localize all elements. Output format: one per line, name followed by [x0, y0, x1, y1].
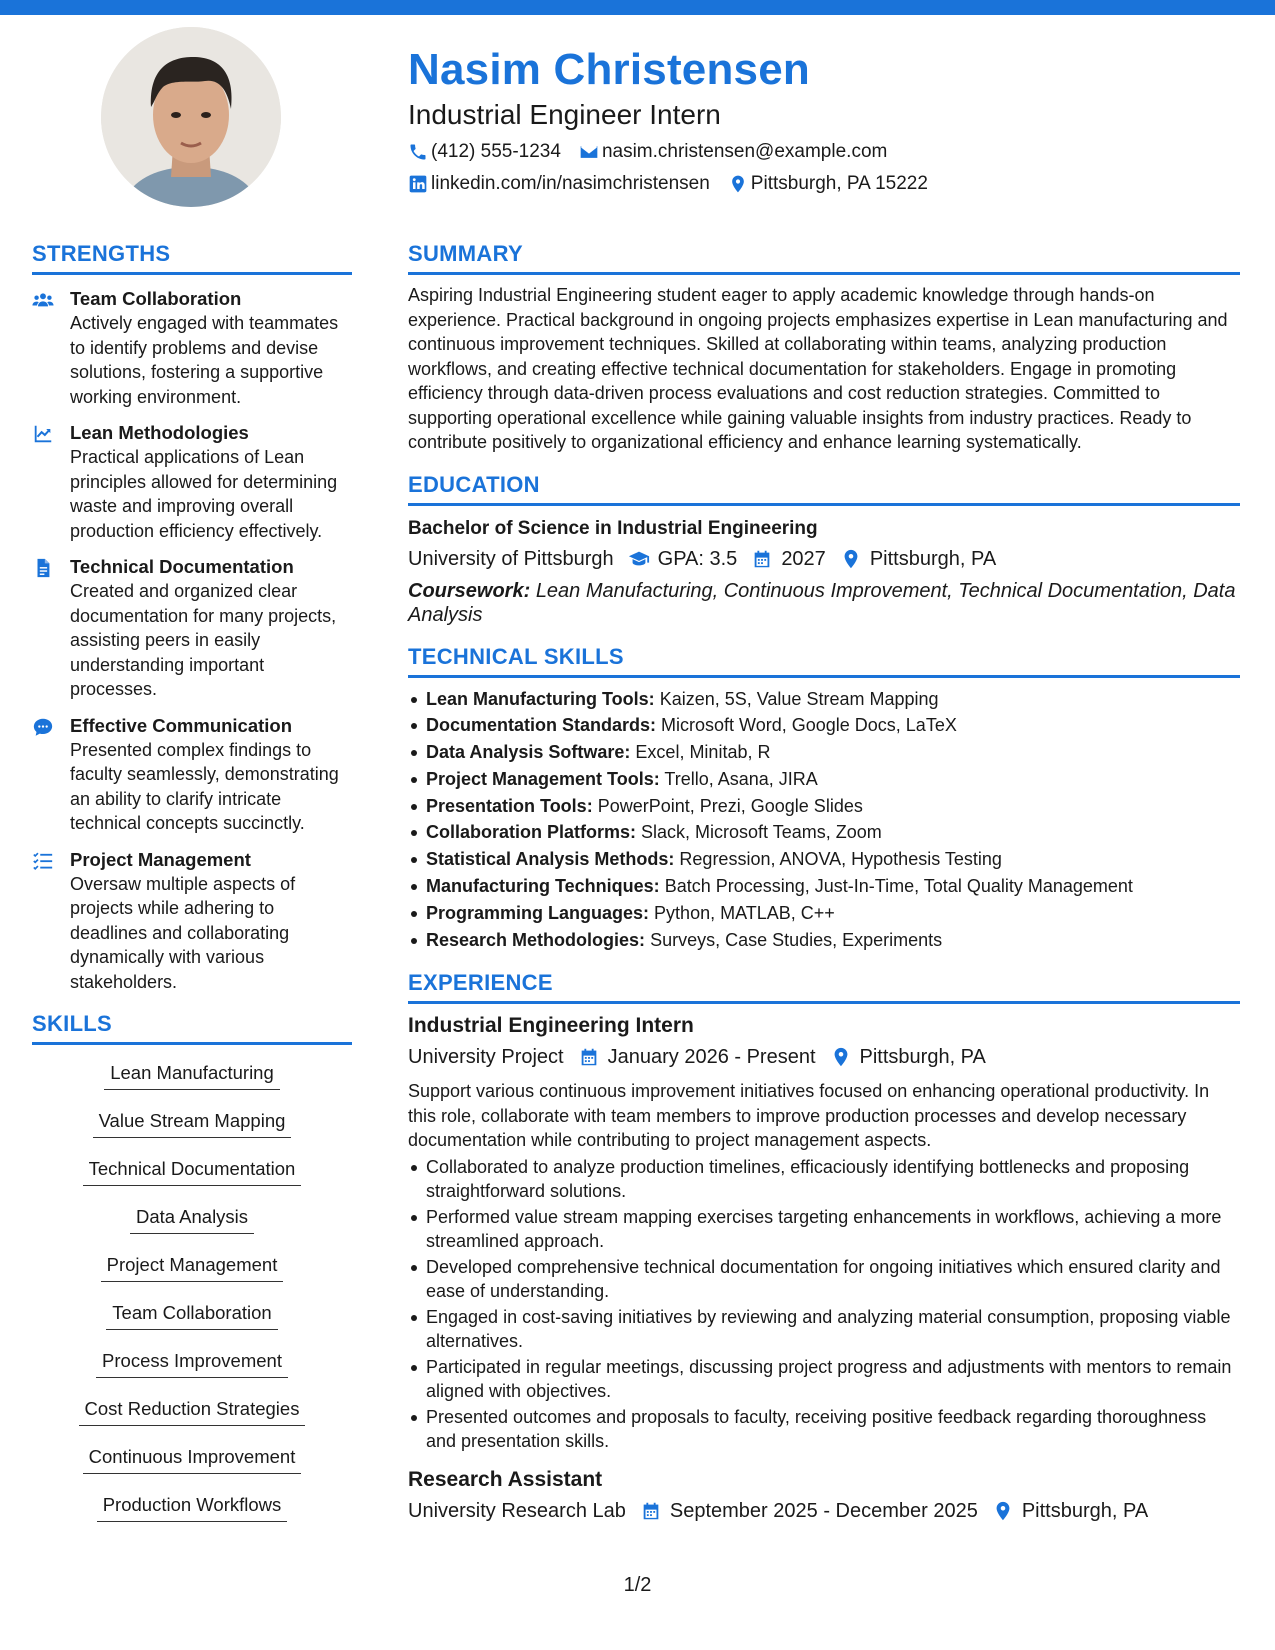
skill-values: Trello, Asana, JIRA [664, 768, 818, 789]
map-pin-icon [992, 1500, 1014, 1522]
job-summary: Support various continuous improvement initiatives focused on enhancing operational productivity. In this role, collaborate with team members to improve production processes and develop necessary documentation while contributing to project management aspects. [408, 1081, 1210, 1151]
technical-skills-list [408, 686, 1240, 954]
job-org [408, 1043, 564, 1071]
profile-photo-illustration [101, 27, 281, 207]
coursework-label: Coursework: [408, 579, 531, 602]
technical-skill-item [408, 793, 1240, 820]
strength-item [32, 287, 352, 409]
skill-category: Data Analysis Software: [426, 742, 631, 763]
job-bullet: Presented outcomes and proposals to faculty, receiving positive feedback regarding thoroughness and presentation skills. [408, 1405, 1240, 1454]
job-dates-text: January 2026 - Present [607, 1046, 816, 1069]
calendar-icon [578, 1046, 600, 1068]
strength-description: Oversaw multiple aspects of projects while adhering to deadlines and collaborating dynamically with various stakeholders. [70, 873, 296, 992]
skill-values: Regression, ANOVA, Hypothesis Testing [679, 849, 1002, 870]
skill-tag: Data Analysis [130, 1203, 254, 1234]
technical-skill-item [408, 927, 1240, 954]
skill-tag: Process Improvement [96, 1347, 288, 1378]
linkedin-text: linkedin.com/in/nasimchristensen [431, 173, 710, 194]
email-icon [579, 142, 599, 162]
job-bullet: Participated in regular meetings, discussing project progress and adjustments with mentors to remain aligned with objectives. [408, 1355, 1240, 1404]
education-meta [408, 545, 1240, 573]
job-bullet: Engaged in cost-saving initiatives by reviewing and analyzing material consumption, proposing viable alternatives. [408, 1305, 1240, 1354]
strength-title: Project Management [70, 848, 251, 870]
skill-values: PowerPoint, Prezi, Google Slides [597, 795, 863, 816]
technical-skill-item [408, 900, 1240, 927]
checklist-icon [32, 850, 54, 872]
strength-item [32, 421, 352, 543]
strength-item [32, 555, 352, 702]
skill-tag: Project Management [101, 1251, 284, 1282]
users-icon [32, 289, 54, 311]
job-dates [578, 1043, 816, 1071]
school-text: University of Pittsburgh [408, 547, 614, 570]
education-section [408, 471, 1240, 627]
right-column [408, 240, 1240, 1541]
skill-tag: Lean Manufacturing [104, 1059, 280, 1090]
summary-section [408, 240, 1240, 455]
top-accent-bar [0, 0, 1275, 15]
job-title: Research Assistant [408, 1467, 603, 1491]
job-dates [640, 1497, 978, 1525]
job-dates-text: September 2025 - December 2025 [669, 1499, 978, 1522]
calendar-icon [640, 1500, 662, 1522]
skill-category: Collaboration Platforms: [426, 822, 637, 843]
strength-description: Created and organized clear documentation for many projects, assisting peers in easily understanding important processes. [70, 581, 337, 699]
skill-category: Project Management Tools: [426, 768, 660, 789]
strength-item [32, 714, 352, 836]
technical-skill-item [408, 739, 1240, 766]
skill-tag: Continuous Improvement [83, 1443, 302, 1474]
phone-icon [408, 142, 428, 162]
contact-row-1 [408, 140, 1238, 164]
document-icon [32, 557, 54, 579]
skill-category: Presentation Tools: [426, 795, 593, 816]
job-bullet: Developed comprehensive technical documentation for ongoing initiatives which ensured clarity and ease of understanding. [408, 1255, 1240, 1304]
job-location-text: Pittsburgh, PA [859, 1046, 986, 1069]
location-contact [728, 172, 928, 196]
strength-title: Team Collaboration [70, 288, 242, 309]
technical-skill-item [408, 819, 1240, 846]
strengths-heading: STRENGTHS [32, 240, 352, 275]
strength-description: Practical applications of Lean principles allowed for determining waste and improving overall production efficiency effectively. [70, 447, 338, 541]
job-bullet: Collaborated to analyze production timelines, efficaciously identifying bottlenecks and proposing straightforward solutions. [408, 1155, 1240, 1204]
summary-text: Aspiring Industrial Engineering student eager to apply academic knowledge through hands-on experience. Practical background in ongoing projects emphasizes expertise in Lean manufacturing and continuous improvement techniques. Skilled at collaborating within teams, analyzing production workflows, and creating effective technical documentation for stakeholders. Engage in promoting efficiency through data-driven process evaluations and cost reduction strategies. Committed to supporting operational excellence while gaining valuable insights from industry practices. Ready to contribute positively to organizational efficiency and enhance learning systematically. [408, 285, 1228, 452]
skill-category: Manufacturing Techniques: [426, 876, 660, 897]
chat-icon [32, 716, 54, 738]
job-location [830, 1043, 986, 1071]
job-meta [408, 1043, 1240, 1071]
skill-tag: Value Stream Mapping [93, 1107, 292, 1138]
job-org [408, 1497, 626, 1525]
resume-header [408, 44, 1238, 196]
experience-section [408, 969, 1240, 1525]
technical-skill-item [408, 846, 1240, 873]
skill-tag: Technical Documentation [83, 1155, 302, 1186]
page-indicator: 1/2 [623, 1574, 652, 1596]
strength-title: Technical Documentation [70, 556, 294, 577]
candidate-name: Nasim Christensen [408, 45, 810, 94]
gpa-text: GPA: 3.5 [657, 547, 738, 570]
education-heading: EDUCATION [408, 471, 1240, 506]
skill-values: Kaizen, 5S, Value Stream Mapping [659, 688, 939, 709]
email-contact[interactable] [579, 140, 887, 164]
year-text: 2027 [781, 547, 826, 570]
map-pin-icon [830, 1046, 852, 1068]
degree-title: Bachelor of Science in Industrial Engineering [408, 517, 818, 539]
email-text: nasim.christensen@example.com [601, 141, 888, 162]
skill-category: Lean Manufacturing Tools: [426, 688, 655, 709]
experience-heading: EXPERIENCE [408, 969, 1240, 1004]
skill-category: Programming Languages: [426, 902, 650, 923]
coursework [408, 579, 1240, 627]
job-location [992, 1497, 1148, 1525]
graduation-year [751, 545, 826, 573]
technical-skill-item [408, 873, 1240, 900]
strength-description: Presented complex findings to faculty seamlessly, demonstrating an ability to clarify intricate technical concepts succinctly. [70, 739, 339, 833]
strength-title: Lean Methodologies [70, 422, 249, 443]
job-bullets [408, 1155, 1240, 1454]
skills-heading: SKILLS [32, 1010, 352, 1045]
skill-tag: Production Workflows [97, 1491, 288, 1522]
education-location [840, 545, 996, 573]
skill-values: Microsoft Word, Google Docs, LaTeX [661, 715, 957, 736]
location-text: Pittsburgh, PA 15222 [750, 173, 928, 194]
left-column [32, 240, 352, 1539]
education-location-text: Pittsburgh, PA [869, 547, 997, 570]
job-org-text: University Research Lab [408, 1499, 626, 1522]
graduation-cap-icon [628, 548, 650, 570]
strength-item [32, 848, 352, 995]
map-pin-icon [840, 548, 862, 570]
skill-values: Batch Processing, Just-In-Time, Total Quality Management [664, 876, 1133, 897]
gpa [628, 545, 738, 573]
skill-values: Python, MATLAB, C++ [654, 902, 835, 923]
skill-category: Documentation Standards: [426, 715, 657, 736]
technical-skill-item [408, 686, 1240, 713]
school-name [408, 545, 614, 573]
job-bullet: Performed value stream mapping exercises targeting enhancements in workflows, achieving a more streamlined approach. [408, 1205, 1240, 1254]
skills-list [32, 1059, 352, 1539]
job-title: Industrial Engineering Intern [408, 1014, 694, 1038]
skill-category: Statistical Analysis Methods: [426, 849, 675, 870]
job-location-text: Pittsburgh, PA [1021, 1499, 1149, 1522]
skill-tag: Team Collaboration [106, 1299, 277, 1330]
profile-photo [101, 27, 281, 207]
phone-contact[interactable] [408, 140, 561, 164]
job-meta [408, 1497, 1240, 1525]
calendar-icon [751, 548, 773, 570]
contact-row-2 [408, 172, 1238, 196]
strength-description: Actively engaged with teammates to identify problems and devise solutions, fostering a supportive working environment. [70, 313, 339, 407]
phone-text: (412) 555-1234 [431, 141, 561, 162]
technical-skill-item [408, 712, 1240, 739]
technical-skill-item [408, 766, 1240, 793]
skill-tag: Cost Reduction Strategies [79, 1395, 306, 1426]
technical-skills-heading: TECHNICAL SKILLS [408, 643, 1240, 678]
skill-category: Research Methodologies: [426, 929, 646, 950]
map-pin-icon [728, 174, 748, 194]
linkedin-contact[interactable] [408, 172, 710, 196]
skill-values: Excel, Minitab, R [635, 742, 771, 763]
linkedin-icon [408, 174, 428, 194]
coursework-text: Lean Manufacturing, Continuous Improvement, Technical Documentation, Data Analysis [408, 579, 1236, 626]
strength-title: Effective Communication [70, 714, 293, 736]
summary-heading: SUMMARY [408, 240, 1240, 275]
skill-values: Surveys, Case Studies, Experiments [650, 929, 943, 950]
chart-line-icon [32, 423, 54, 445]
candidate-role: Industrial Engineer Intern [408, 99, 721, 130]
job-org-text: University Project [408, 1046, 564, 1069]
technical-skills-section [408, 643, 1240, 954]
skill-values: Slack, Microsoft Teams, Zoom [641, 822, 882, 843]
